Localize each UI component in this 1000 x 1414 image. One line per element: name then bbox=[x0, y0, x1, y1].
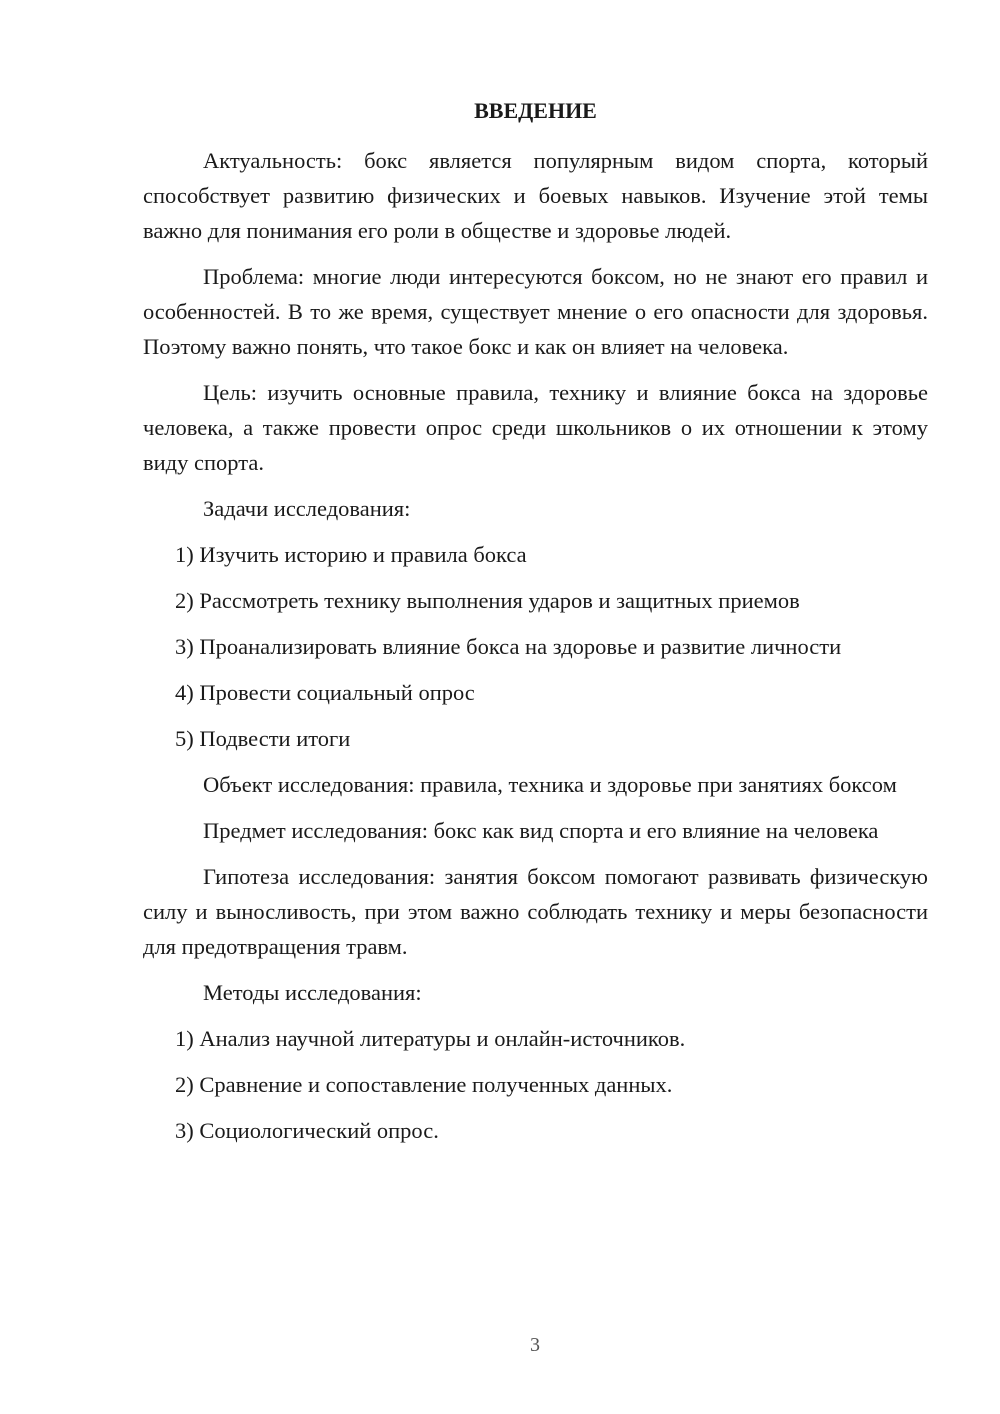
list-item: 2) Сравнение и сопоставление полученных данных. bbox=[175, 1072, 673, 1097]
document-body bbox=[143, 96, 928, 1159]
tasks-list bbox=[143, 537, 928, 756]
paragraph-object: Объект исследования: правила, техника и здоровье при занятиях боксом bbox=[203, 772, 897, 797]
list-item: 2) Рассмотреть технику выполнения ударов и защитных приемов bbox=[175, 588, 800, 613]
page-number: 3 bbox=[530, 1334, 540, 1356]
methods-heading: Методы исследования: bbox=[203, 980, 422, 1005]
list-item: 4) Провести социальный опрос bbox=[175, 680, 475, 705]
list-item: 1) Анализ научной литературы и онлайн-источников. bbox=[175, 1026, 686, 1051]
list-item: 3) Проанализировать влияние бокса на здоровье и развитие личности bbox=[175, 634, 842, 659]
methods-list bbox=[143, 1021, 928, 1148]
tasks-heading: Задачи исследования: bbox=[203, 496, 411, 521]
paragraph-relevance: Актуальность: бокс является популярным видом спорта, который способствует развитию физических и боевых навыков. Изучение этой темы важно для понимания его роли в обществе и здоровье людей. bbox=[143, 148, 928, 243]
paragraph-subject: Предмет исследования: бокс как вид спорта и его влияние на человека bbox=[203, 818, 879, 843]
list-item: 1) Изучить историю и правила бокса bbox=[175, 542, 527, 567]
paragraph-goal: Цель: изучить основные правила, технику и влияние бокса на здоровье человека, а также провести опрос среди школьников о их отношении к этому виду спорта. bbox=[143, 380, 928, 475]
section-title: ВВЕДЕНИЕ bbox=[474, 98, 597, 123]
list-item: 5) Подвести итоги bbox=[175, 726, 351, 751]
list-item: 3) Социологический опрос. bbox=[175, 1118, 439, 1143]
paragraph-hypothesis: Гипотеза исследования: занятия боксом помогают развивать физическую силу и выносливость, при этом важно соблюдать технику и меры безопасности для предотвращения травм. bbox=[143, 864, 928, 959]
paragraph-problem: Проблема: многие люди интересуются боксом, но не знают его правил и особенностей. В то же время, существует мнение о его опасности для здоровья. Поэтому важно понять, что такое бокс и как он влияет на человека. bbox=[143, 264, 928, 359]
